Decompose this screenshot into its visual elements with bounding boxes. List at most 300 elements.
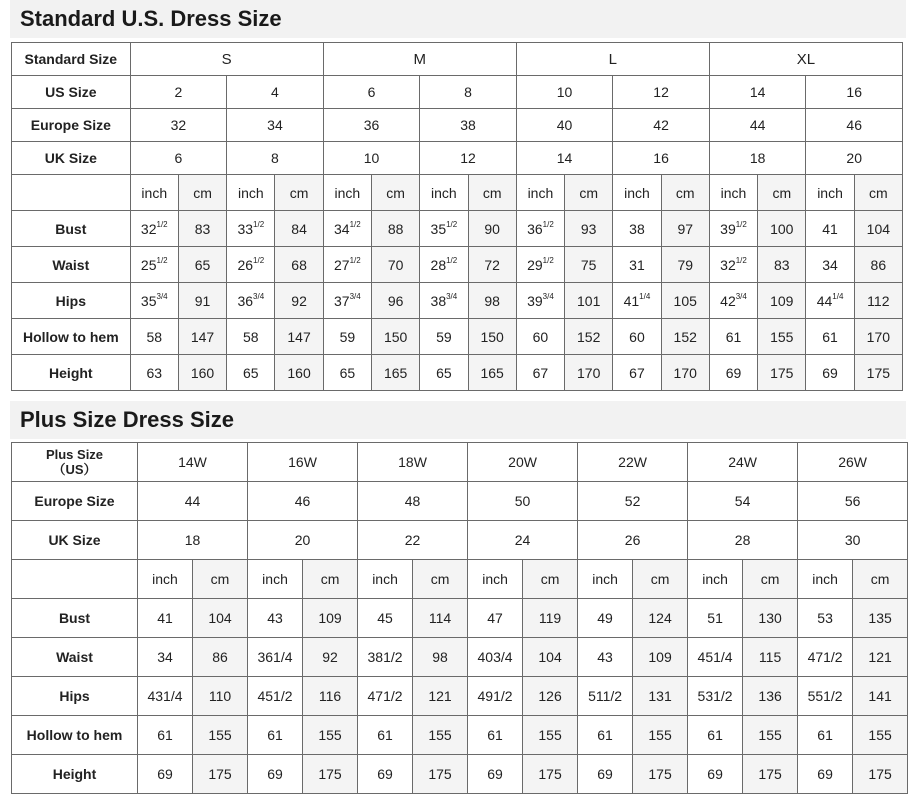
us-size-cell: 8 xyxy=(420,76,517,109)
inch-value-cell: 45 xyxy=(358,599,413,638)
cm-value-cell: 175 xyxy=(633,755,688,794)
unit-inch-cell: inch xyxy=(798,560,853,599)
inch-whole: 25 xyxy=(140,256,157,273)
inch-value-cell xyxy=(806,211,854,247)
inch-value-cell: 61 xyxy=(248,716,303,755)
cm-value-cell: 70 xyxy=(371,247,419,283)
cm-value-cell: 175 xyxy=(413,755,468,794)
inch-value-cell xyxy=(709,211,757,247)
cm-value-cell: 155 xyxy=(193,716,248,755)
inch-whole: 59 xyxy=(339,328,356,345)
europe-size-cell: 42 xyxy=(613,109,710,142)
unit-cm-cell: cm xyxy=(303,560,358,599)
inch-fraction: 3/4 xyxy=(735,291,747,301)
inch-value-cell xyxy=(709,283,757,319)
cm-value-cell: 131 xyxy=(633,677,688,716)
inch-value-cell xyxy=(516,355,564,391)
standard-size-table xyxy=(11,42,903,391)
cm-value-cell: 115 xyxy=(743,638,798,677)
inch-fraction: 1/4 xyxy=(639,291,651,301)
measurement-label: Height xyxy=(12,755,138,794)
inch-value-cell xyxy=(227,247,275,283)
uk-size-label: UK Size xyxy=(12,142,131,175)
inch-value-cell xyxy=(323,247,371,283)
inch-whole: 65 xyxy=(436,364,452,381)
inch-value-cell xyxy=(709,355,757,391)
cm-value-cell: 96 xyxy=(371,283,419,319)
inch-whole: 34 xyxy=(822,256,838,273)
cm-value-cell: 110 xyxy=(193,677,248,716)
plus-uk-size-row xyxy=(12,521,908,560)
inch-value-cell: 61 xyxy=(688,716,743,755)
letter-size-cell: L xyxy=(516,43,709,76)
cm-value-cell: 68 xyxy=(275,247,323,283)
plus-europe-size-cell: 52 xyxy=(578,482,688,521)
inch-value-cell: 51 xyxy=(688,599,743,638)
inch-value-cell xyxy=(323,283,371,319)
inch-fraction: 1/2 xyxy=(735,255,747,265)
cm-value-cell: 175 xyxy=(193,755,248,794)
measurement-label: Bust xyxy=(12,599,138,638)
cm-value-cell: 175 xyxy=(758,355,806,391)
inch-value-cell: 43 xyxy=(578,638,633,677)
cm-value-cell: 135 xyxy=(853,599,908,638)
cm-value-cell: 98 xyxy=(413,638,468,677)
inch-fraction: 1/2 xyxy=(253,219,265,229)
inch-value-cell: 61 xyxy=(138,716,193,755)
plus-europe-size-row xyxy=(12,482,908,521)
plus-measurement-row xyxy=(12,599,908,638)
plus-europe-size-cell: 44 xyxy=(138,482,248,521)
plus-uk-size-cell: 24 xyxy=(468,521,578,560)
plus-europe-size-cell: 50 xyxy=(468,482,578,521)
unit-cm-cell: cm xyxy=(275,175,323,211)
us-size-cell: 4 xyxy=(227,76,324,109)
cm-value-cell: 155 xyxy=(413,716,468,755)
cm-value-cell: 93 xyxy=(565,211,613,247)
inch-value-cell: 69 xyxy=(578,755,633,794)
standard-size-label: Standard Size xyxy=(12,43,131,76)
plus-measurement-row xyxy=(12,638,908,677)
measurement-label: Height xyxy=(12,355,131,391)
unit-cm-cell: cm xyxy=(413,560,468,599)
inch-value-cell: 431/4 xyxy=(138,677,193,716)
measurement-row xyxy=(12,211,903,247)
unit-cm-cell: cm xyxy=(523,560,578,599)
inch-value-cell: 61 xyxy=(798,716,853,755)
inch-whole: 28 xyxy=(430,256,447,273)
inch-whole: 35 xyxy=(140,292,157,309)
cm-value-cell: 98 xyxy=(468,283,516,319)
inch-value-cell: 61 xyxy=(578,716,633,755)
cm-value-cell: 86 xyxy=(193,638,248,677)
plus-europe-size-cell: 56 xyxy=(798,482,908,521)
cm-value-cell: 101 xyxy=(565,283,613,319)
us-size-cell: 12 xyxy=(613,76,710,109)
inch-whole: 36 xyxy=(237,292,254,309)
cm-value-cell: 104 xyxy=(523,638,578,677)
measurement-label: Hollow to hem xyxy=(12,716,138,755)
inch-value-cell: 451/4 xyxy=(688,638,743,677)
europe-size-cell: 34 xyxy=(227,109,324,142)
inch-value-cell xyxy=(613,319,661,355)
plus-size-cell: 22W xyxy=(578,443,688,482)
cm-value-cell: 170 xyxy=(854,319,902,355)
cm-value-cell: 79 xyxy=(661,247,709,283)
inch-fraction: 1/2 xyxy=(542,219,554,229)
inch-value-cell xyxy=(709,319,757,355)
inch-fraction: 1/2 xyxy=(156,219,168,229)
inch-value-cell xyxy=(516,283,564,319)
cm-value-cell: 83 xyxy=(758,247,806,283)
unit-inch-cell: inch xyxy=(709,175,757,211)
unit-inch-cell: inch xyxy=(138,560,193,599)
plus-uk-size-label: UK Size xyxy=(12,521,138,560)
cm-value-cell: 104 xyxy=(854,211,902,247)
inch-value-cell: 34 xyxy=(138,638,193,677)
plus-size-label xyxy=(12,443,138,482)
plus-europe-size-cell: 46 xyxy=(248,482,358,521)
inch-value-cell xyxy=(420,319,468,355)
uk-size-cell: 14 xyxy=(516,142,613,175)
inch-value-cell xyxy=(227,283,275,319)
unit-cm-cell: cm xyxy=(758,175,806,211)
letter-size-cell: M xyxy=(323,43,516,76)
uk-size-cell: 20 xyxy=(806,142,903,175)
cm-value-cell: 175 xyxy=(303,755,358,794)
plus-size-label-line1: Plus Size xyxy=(45,447,104,462)
inch-value-cell xyxy=(227,355,275,391)
inch-value-cell: 531/2 xyxy=(688,677,743,716)
inch-value-cell xyxy=(130,211,178,247)
unit-inch-cell: inch xyxy=(578,560,633,599)
inch-whole: 69 xyxy=(822,364,838,381)
inch-whole: 58 xyxy=(243,328,259,345)
cm-value-cell: 105 xyxy=(661,283,709,319)
cm-value-cell: 124 xyxy=(633,599,688,638)
inch-value-cell: 49 xyxy=(578,599,633,638)
letter-size-cell: XL xyxy=(709,43,902,76)
unit-inch-cell: inch xyxy=(806,175,854,211)
cm-value-cell: 92 xyxy=(303,638,358,677)
measurement-label: Waist xyxy=(12,247,131,283)
inch-fraction: 3/4 xyxy=(253,291,265,301)
measurement-row xyxy=(12,247,903,283)
plus-size-cell: 14W xyxy=(138,443,248,482)
inch-whole: 33 xyxy=(237,220,254,237)
inch-value-cell: 511/2 xyxy=(578,677,633,716)
inch-whole: 35 xyxy=(430,220,447,237)
inch-fraction: 1/2 xyxy=(156,255,168,265)
inch-value-cell xyxy=(227,319,275,355)
uk-size-cell: 18 xyxy=(709,142,806,175)
plus-size-cell: 20W xyxy=(468,443,578,482)
inch-value-cell xyxy=(130,247,178,283)
inch-value-cell xyxy=(516,247,564,283)
letter-size-cell: S xyxy=(130,43,323,76)
inch-value-cell xyxy=(130,283,178,319)
inch-value-cell xyxy=(420,247,468,283)
cm-value-cell: 152 xyxy=(565,319,613,355)
inch-whole: 27 xyxy=(334,256,350,273)
plus-uk-size-cell: 20 xyxy=(248,521,358,560)
plus-europe-size-label: Europe Size xyxy=(12,482,138,521)
cm-value-cell: 109 xyxy=(633,638,688,677)
measurement-label: Hips xyxy=(12,283,131,319)
plus-uk-size-cell: 28 xyxy=(688,521,798,560)
inch-fraction: 1/2 xyxy=(446,219,458,229)
cm-value-cell: 155 xyxy=(633,716,688,755)
inch-fraction: 1/2 xyxy=(446,255,458,265)
standard-size-row xyxy=(12,43,903,76)
inch-fraction: 1/4 xyxy=(832,291,844,301)
europe-size-cell: 38 xyxy=(420,109,517,142)
inch-whole: 58 xyxy=(146,328,163,345)
unit-cm-cell: cm xyxy=(661,175,709,211)
cm-value-cell: 136 xyxy=(743,677,798,716)
cm-value-cell: 121 xyxy=(413,677,468,716)
inch-whole: 67 xyxy=(629,364,645,381)
inch-value-cell xyxy=(323,211,371,247)
us-size-row xyxy=(12,76,903,109)
unit-cm-cell: cm xyxy=(743,560,798,599)
cm-value-cell: 155 xyxy=(743,716,798,755)
inch-whole: 42 xyxy=(720,292,736,309)
plus-size-cell: 18W xyxy=(358,443,468,482)
unit-cm-cell: cm xyxy=(565,175,613,211)
unit-cm-cell: cm xyxy=(853,560,908,599)
cm-value-cell: 86 xyxy=(854,247,902,283)
cm-value-cell: 112 xyxy=(854,283,902,319)
inch-value-cell xyxy=(613,211,661,247)
inch-value-cell xyxy=(806,283,854,319)
inch-value-cell: 491/2 xyxy=(468,677,523,716)
inch-value-cell xyxy=(420,355,468,391)
europe-size-cell: 46 xyxy=(806,109,903,142)
plus-size-title: Plus Size Dress Size xyxy=(10,401,906,439)
plus-size-table xyxy=(11,442,908,794)
inch-value-cell xyxy=(613,355,661,391)
unit-inch-cell: inch xyxy=(323,175,371,211)
uk-size-cell: 8 xyxy=(227,142,324,175)
inch-value-cell xyxy=(227,211,275,247)
inch-value-cell: 47 xyxy=(468,599,523,638)
inch-value-cell: 361/4 xyxy=(248,638,303,677)
plus-size-cell: 26W xyxy=(798,443,908,482)
inch-whole: 67 xyxy=(532,364,549,381)
cm-value-cell: 130 xyxy=(743,599,798,638)
cm-value-cell: 165 xyxy=(371,355,419,391)
unit-inch-cell: inch xyxy=(248,560,303,599)
plus-uk-size-cell: 26 xyxy=(578,521,688,560)
inch-whole: 26 xyxy=(237,256,254,273)
standard-size-title: Standard U.S. Dress Size xyxy=(10,0,906,38)
plus-uk-size-cell: 18 xyxy=(138,521,248,560)
cm-value-cell: 175 xyxy=(523,755,578,794)
units-blank-cell xyxy=(12,560,138,599)
cm-value-cell: 90 xyxy=(468,211,516,247)
cm-value-cell: 109 xyxy=(758,283,806,319)
inch-fraction: 1/2 xyxy=(349,219,361,229)
unit-inch-cell: inch xyxy=(420,175,468,211)
europe-size-cell: 32 xyxy=(130,109,227,142)
plus-size-label-line2: （US） xyxy=(52,462,97,477)
cm-value-cell: 155 xyxy=(523,716,578,755)
inch-whole: 29 xyxy=(527,256,543,273)
plus-uk-size-cell: 30 xyxy=(798,521,908,560)
plus-measurement-row xyxy=(12,677,908,716)
measurement-row xyxy=(12,355,903,391)
inch-whole: 39 xyxy=(527,292,543,309)
unit-inch-cell: inch xyxy=(613,175,661,211)
cm-value-cell: 170 xyxy=(565,355,613,391)
unit-cm-cell: cm xyxy=(468,175,516,211)
cm-value-cell: 150 xyxy=(468,319,516,355)
inch-whole: 31 xyxy=(629,256,645,273)
cm-value-cell: 126 xyxy=(523,677,578,716)
inch-value-cell xyxy=(516,211,564,247)
cm-value-cell: 72 xyxy=(468,247,516,283)
inch-value-cell xyxy=(806,355,854,391)
cm-value-cell: 170 xyxy=(661,355,709,391)
inch-whole: 39 xyxy=(720,220,736,237)
us-size-cell: 2 xyxy=(130,76,227,109)
inch-value-cell: 61 xyxy=(468,716,523,755)
cm-value-cell: 97 xyxy=(661,211,709,247)
cm-value-cell: 152 xyxy=(661,319,709,355)
unit-cm-cell: cm xyxy=(178,175,226,211)
cm-value-cell: 104 xyxy=(193,599,248,638)
measurement-label: Waist xyxy=(12,638,138,677)
inch-value-cell xyxy=(420,283,468,319)
inch-whole: 65 xyxy=(339,364,356,381)
inch-value-cell xyxy=(613,247,661,283)
units-blank-cell xyxy=(12,175,131,211)
inch-whole: 38 xyxy=(430,292,447,309)
measurement-row xyxy=(12,283,903,319)
inch-whole: 60 xyxy=(629,328,645,345)
europe-size-cell: 40 xyxy=(516,109,613,142)
europe-size-cell: 44 xyxy=(709,109,806,142)
us-size-cell: 6 xyxy=(323,76,420,109)
cm-value-cell: 91 xyxy=(178,283,226,319)
cm-value-cell: 88 xyxy=(371,211,419,247)
inch-value-cell: 403/4 xyxy=(468,638,523,677)
inch-whole: 44 xyxy=(816,292,833,309)
cm-value-cell: 121 xyxy=(853,638,908,677)
cm-value-cell: 65 xyxy=(178,247,226,283)
unit-inch-cell: inch xyxy=(358,560,413,599)
measurement-label: Hollow to hem xyxy=(12,319,131,355)
plus-europe-size-cell: 54 xyxy=(688,482,798,521)
uk-size-cell: 6 xyxy=(130,142,227,175)
cm-value-cell: 84 xyxy=(275,211,323,247)
inch-value-cell: 551/2 xyxy=(798,677,853,716)
inch-value-cell xyxy=(709,247,757,283)
inch-whole: 60 xyxy=(532,328,549,345)
cm-value-cell: 175 xyxy=(854,355,902,391)
inch-value-cell: 471/2 xyxy=(358,677,413,716)
plus-size-cell: 24W xyxy=(688,443,798,482)
measurement-label: Bust xyxy=(12,211,131,247)
measurement-label: Hips xyxy=(12,677,138,716)
cm-value-cell: 165 xyxy=(468,355,516,391)
inch-value-cell: 69 xyxy=(138,755,193,794)
inch-fraction: 1/2 xyxy=(349,255,361,265)
plus-uk-size-cell: 22 xyxy=(358,521,468,560)
inch-value-cell: 41 xyxy=(138,599,193,638)
inch-whole: 69 xyxy=(725,364,742,381)
inch-whole: 61 xyxy=(822,328,838,345)
europe-size-cell: 36 xyxy=(323,109,420,142)
uk-size-cell: 16 xyxy=(613,142,710,175)
unit-cm-cell: cm xyxy=(633,560,688,599)
uk-size-cell: 10 xyxy=(323,142,420,175)
us-size-label: US Size xyxy=(12,76,131,109)
inch-value-cell: 69 xyxy=(798,755,853,794)
cm-value-cell: 92 xyxy=(275,283,323,319)
inch-value-cell xyxy=(806,319,854,355)
us-size-cell: 10 xyxy=(516,76,613,109)
inch-fraction: 3/4 xyxy=(349,291,361,301)
inch-value-cell xyxy=(516,319,564,355)
inch-whole: 32 xyxy=(720,256,736,273)
measurement-row xyxy=(12,319,903,355)
inch-value-cell: 69 xyxy=(688,755,743,794)
inch-whole: 41 xyxy=(822,220,838,237)
inch-value-cell xyxy=(130,355,178,391)
inch-value-cell xyxy=(323,355,371,391)
cm-value-cell: 150 xyxy=(371,319,419,355)
inch-value-cell: 69 xyxy=(468,755,523,794)
inch-value-cell: 451/2 xyxy=(248,677,303,716)
unit-inch-cell: inch xyxy=(227,175,275,211)
unit-inch-cell: inch xyxy=(468,560,523,599)
inch-value-cell xyxy=(130,319,178,355)
inch-whole: 34 xyxy=(334,220,350,237)
cm-value-cell: 175 xyxy=(743,755,798,794)
europe-size-row xyxy=(12,109,903,142)
inch-fraction: 1/2 xyxy=(542,255,554,265)
inch-whole: 63 xyxy=(146,364,163,381)
cm-value-cell: 109 xyxy=(303,599,358,638)
cm-value-cell: 141 xyxy=(853,677,908,716)
plus-europe-size-cell: 48 xyxy=(358,482,468,521)
cm-value-cell: 175 xyxy=(853,755,908,794)
inch-whole: 37 xyxy=(334,292,350,309)
plus-measurement-row xyxy=(12,716,908,755)
units-row xyxy=(12,175,903,211)
inch-whole: 38 xyxy=(629,220,645,237)
inch-value-cell: 471/2 xyxy=(798,638,853,677)
cm-value-cell: 114 xyxy=(413,599,468,638)
inch-fraction: 1/2 xyxy=(253,255,265,265)
inch-whole: 32 xyxy=(140,220,157,237)
europe-size-label: Europe Size xyxy=(12,109,131,142)
cm-value-cell: 147 xyxy=(178,319,226,355)
us-size-cell: 16 xyxy=(806,76,903,109)
inch-fraction: 3/4 xyxy=(156,291,168,301)
cm-value-cell: 155 xyxy=(758,319,806,355)
inch-value-cell: 43 xyxy=(248,599,303,638)
us-size-cell: 14 xyxy=(709,76,806,109)
cm-value-cell: 83 xyxy=(178,211,226,247)
cm-value-cell: 100 xyxy=(758,211,806,247)
cm-value-cell: 147 xyxy=(275,319,323,355)
cm-value-cell: 119 xyxy=(523,599,578,638)
unit-cm-cell: cm xyxy=(854,175,902,211)
inch-value-cell: 381/2 xyxy=(358,638,413,677)
